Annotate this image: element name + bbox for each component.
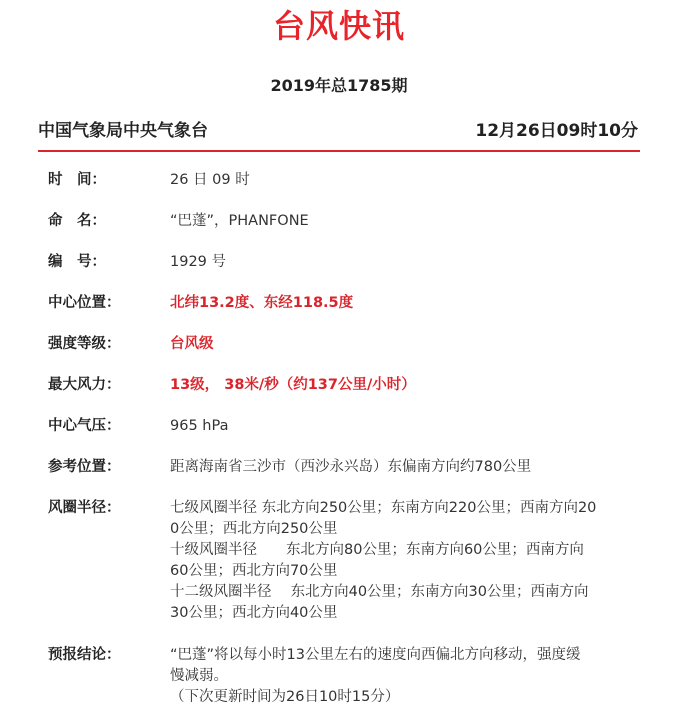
forecast-line: “巴蓬”将以每小时13公里左右的速度向西偏北方向移动，强度缓	[170, 647, 581, 663]
field-label: 最大风力：	[48, 377, 121, 393]
wind-radius-line: 十级风圈半径 东北方向80公里；东南方向60公里；西南方向	[170, 542, 584, 558]
field-label: 参考位置：	[48, 459, 121, 475]
field-label: 预报结论：	[48, 647, 121, 663]
field-value: 距离海南省三沙市（西沙永兴岛）东偏南方向约780公里	[170, 459, 532, 475]
field-value: “巴蓬”，PHANFONE	[170, 213, 309, 229]
field-label: 命 名：	[48, 213, 106, 229]
field-label: 时 间：	[48, 172, 106, 188]
field-value	[170, 498, 632, 624]
field-label: 强度等级：	[48, 336, 121, 352]
wind-radius-line: 十二级风圈半径 东北方向40公里；东南方向30公里；西南方向	[170, 584, 589, 600]
field-value: 台风级	[170, 336, 214, 352]
field-value: 965 hPa	[170, 418, 229, 434]
field-label: 编 号：	[48, 254, 106, 270]
field-value: 北纬13.2度、东经118.5度	[170, 295, 354, 311]
field-value	[170, 645, 632, 708]
field-label: 中心位置：	[48, 295, 121, 311]
field-value: 1929 号	[170, 254, 227, 270]
forecast-line: （下次更新时间为26日10时15分）	[170, 689, 400, 705]
issue-number: 2019年总1785期	[270, 76, 408, 95]
agency-name: 中国气象局中央气象台	[38, 121, 208, 141]
wind-radius-line: 30公里；西北方向40公里	[170, 605, 338, 621]
issue-datetime: 12月26日09时10分	[475, 121, 638, 141]
wind-radius-line: 七级风圈半径 东北方向250公里；东南方向220公里；西南方向20	[170, 500, 597, 516]
field-value: 13级， 38米/秒（约137公里/小时）	[170, 377, 416, 393]
wind-radius-line: 0公里；西北方向250公里	[170, 521, 338, 537]
forecast-line: 慢减弱。	[170, 668, 228, 684]
bulletin-header	[38, 118, 638, 144]
field-label: 中心气压：	[48, 418, 121, 434]
header-divider	[38, 150, 640, 152]
field-label: 风圈半径：	[48, 500, 121, 516]
field-value: 26 日 09 时	[170, 172, 250, 188]
wind-radius-line: 60公里；西北方向70公里	[170, 563, 338, 579]
page-title: 台风快讯	[272, 7, 405, 45]
